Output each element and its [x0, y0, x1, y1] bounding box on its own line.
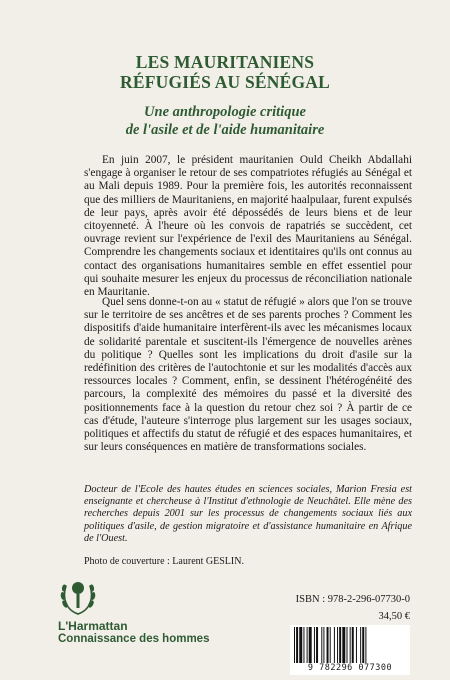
- barcode-bar: [330, 627, 331, 663]
- barcode-bar: [316, 627, 318, 663]
- book-subtitle-line1: Une anthropologie critique: [144, 104, 306, 120]
- barcode: [290, 625, 410, 675]
- price: 34,50 €: [378, 611, 410, 622]
- collection-name: Connaissance des hommes: [58, 633, 210, 645]
- barcode-bar: [339, 627, 341, 663]
- barcode-bar: [307, 627, 308, 663]
- barcode-bars: [294, 627, 406, 663]
- barcode-bar: [362, 627, 364, 663]
- barcode-bar: [350, 627, 351, 663]
- publisher-name: L'Harmattan: [58, 619, 128, 633]
- barcode-bar: [347, 627, 348, 663]
- barcode-bar: [321, 627, 322, 663]
- isbn: ISBN : 978-2-296-07730-0: [295, 594, 410, 605]
- barcode-bar: [309, 627, 312, 663]
- book-title-line2: RÉFUGIÉS AU SÉNÉGAL: [120, 72, 330, 92]
- summary-paragraph-1: [84, 154, 412, 299]
- barcode-bar: [323, 627, 324, 663]
- barcode-bar: [342, 627, 345, 663]
- book-title-line1: LES MAURITANIENS: [135, 52, 315, 72]
- barcode-bar: [365, 627, 366, 663]
- barcode-bar: [356, 627, 357, 663]
- publisher-logo-icon: [58, 566, 98, 618]
- book-subtitle-line2: de l'asile et de l'aide humanitaire: [125, 122, 325, 138]
- author-bio: Docteur de l'Ecole des hautes études en sciences sociales, Marion Fresia est enseignante et chercheuse à l'Institut d'ethnologie de Neuchâtel. Elle mène des recherches depuis 2001 sur les processus de changements sociaux liés aux politiques d'asile, de gestion migratoire et d'assistance humanitaire en Afrique de l'Ouest.: [84, 484, 412, 544]
- summary-text-1: En juin 2007, le président mauritanien Ould Cheikh Abdallahi s'engage à organiser le retour de ses compatriotes réfugiés au Sénégal et au Mali depuis 1989. Pour la première fois, les autorités reconnaissent que des milliers de Mauritaniens, en majorité haalpulaar, furent expulsés de leur pays, après avoir été dépossédés de leurs biens et de leur citoyenneté. À l'heure où les convois de rapatriés se succèdent, cet ouvrage revient sur l'expérience de l'exil des Mauritaniens au Sénégal. Comprendre les changements sociaux et identitaires qu'ils ont connus au contact des organisations humanitaires semble en effet essentiel pour qui souhaite mesurer les enjeux du processus de réconciliation nationale en Mauritanie.: [84, 154, 412, 299]
- barcode-digits: 9 782296 077300: [307, 663, 393, 673]
- barcode-bar: [360, 627, 361, 663]
- barcode-bar: [299, 627, 302, 663]
- summary-paragraph-2: [84, 296, 412, 454]
- summary-text-2: Quel sens donne-t-on au « statut de réfugié » alors que l'on se trouve sur le territoire de ses ancêtres et de ses parents proches ? Comment les dispositifs d'aide humanitaire interfèrent-ils avec les mécanismes locaux de solidarité parentale et suscitent-ils l'émergence de nouvelles arènes du politique ? Quelles sont les implications du droit d'asile sur la redéfinition des critères de l'autochtonie et sur les modalités d'accès aux ressources locales ? Comment, enfin, se dessinent l'hétérogénéité des parcours, la complexité des mémoires du passé et la diversité des positionnements face à la question du retour chez soi ? À partir de ce cas d'étude, l'auteure s'interroge plus largement sur les usages sociaux, politiques et affectifs du statut de réfugié et des espaces humanitaires, et sur leurs conséquences en matière de transformations sociales.: [84, 296, 412, 454]
- barcode-bar: [337, 627, 338, 663]
- barcode-bar: [294, 627, 295, 663]
- photo-credit: Photo de couverture : Laurent GESLIN.: [84, 556, 244, 567]
- barcode-bar: [334, 627, 335, 663]
- barcode-bar: [327, 627, 329, 663]
- barcode-bar: [296, 627, 298, 663]
- barcode-bar: [352, 627, 354, 663]
- barcode-bar: [303, 627, 304, 663]
- barcode-bar: [314, 627, 315, 663]
